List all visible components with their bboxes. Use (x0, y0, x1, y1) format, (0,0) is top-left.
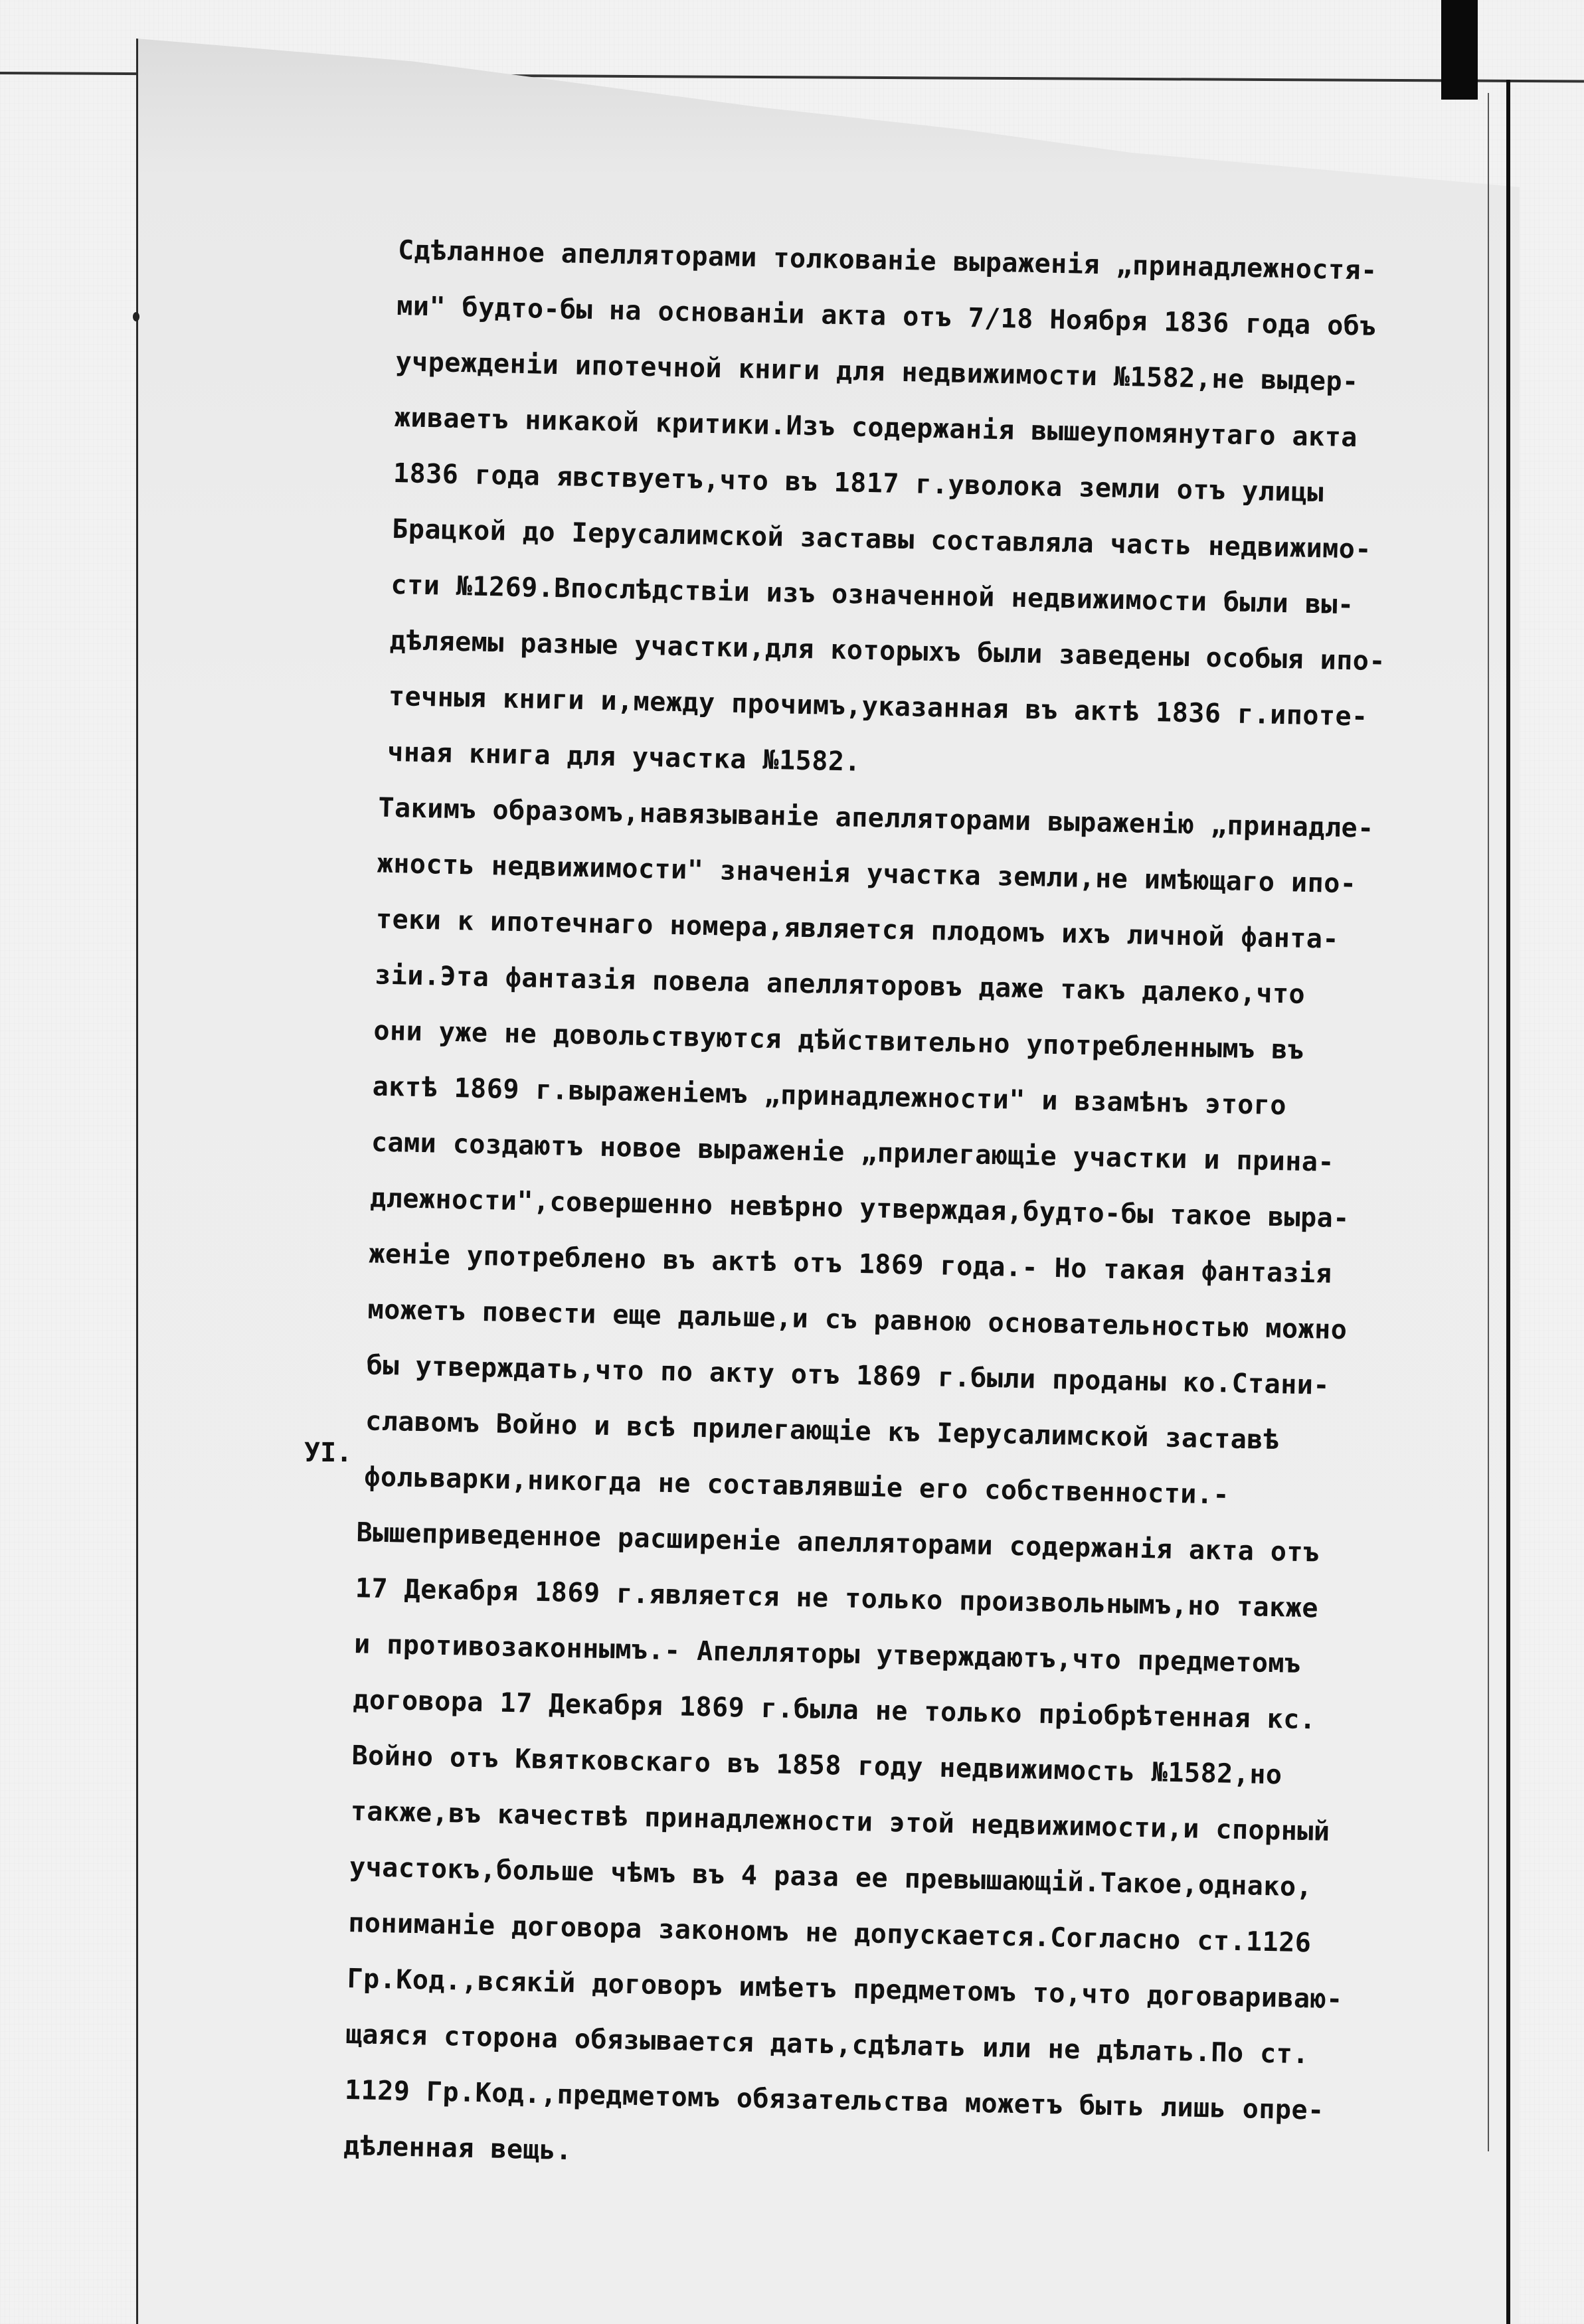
text-line: сами создаютъ новое выраженіе „прилегающіе участки и прина- (371, 1127, 1335, 1178)
text-line: договора 17 Декабря 1869 г.была не только пріобрѣтенная кс. (352, 1685, 1316, 1736)
typewritten-body (343, 222, 1500, 2197)
text-line: Гр.Код.,всякій договоръ имѣетъ предметомъ то,что договариваю- (347, 1963, 1344, 2015)
text-line: бы утверждать,что по акту отъ 1869 г.были проданы ко.Стани- (366, 1350, 1330, 1401)
punch-hole-mark (133, 312, 139, 321)
text-line: щаяся сторона обязывается дать,сдѣлать или не дѣлать.По ст. (345, 2019, 1310, 2070)
text-line: течныя книги и,между прочимъ,указанная въ актѣ 1836 г.ипоте- (388, 681, 1369, 732)
text-line: можетъ повести еще дальше,и съ равною основательностью можно (367, 1294, 1348, 1346)
binding-strip (1441, 0, 1478, 100)
text-line: Такимъ образомъ,навязываніе апелляторами выраженію „принадле- (378, 792, 1375, 844)
paragraph-2 (364, 780, 1490, 1529)
text-line: Войно отъ Квятковскаго въ 1858 году недвижимость №1582,но (351, 1740, 1282, 1791)
text-line: зіи.Эта фантазія повела апелляторовъ даже такъ далеко,что (374, 959, 1306, 1010)
text-line: сти №1269.Впослѣдствіи изъ означенной недвижимости были вы- (391, 569, 1355, 621)
text-line: актѣ 1869 г.выраженіемъ „принадлежности" и взамѣнъ этого (372, 1071, 1287, 1121)
text-line: жность недвижимости" значенія участка земли,не имѣющаго ипо- (377, 848, 1357, 900)
text-line: участокъ,больше чѣмъ въ 4 раза ее превышающій.Такое,однако, (349, 1852, 1313, 1903)
text-line: чная книга для участка №1582. (387, 736, 861, 778)
text-line: живаетъ никакой критики.Изъ содержанія вышеупомянутаго акта (394, 402, 1358, 454)
section-number: УІ. (304, 1438, 353, 1468)
text-line: фольварки,никогда не составлявшіе его собственности.- (363, 1461, 1230, 1511)
text-line: пониманіе договора закономъ не допускается.Согласно ст.1126 (347, 1907, 1312, 1959)
text-line: они уже не довольствуются дѣйствительно употребленнымъ въ (373, 1015, 1304, 1066)
text-line: длежности",совершенно невѣрно утверждая,будто-бы такое выра- (369, 1183, 1350, 1234)
text-line: 1129 Гр.Код.,предметомъ обязательства можетъ быть лишь опре- (344, 2074, 1325, 2126)
text-line: Вышеприведенное расширеніе апелляторами содержанія акта отъ (356, 1517, 1320, 1568)
text-line: ми" будто-бы на основаніи акта отъ 7/18 Ноября 1836 года объ (396, 290, 1377, 342)
paragraph-3 (343, 1505, 1474, 2197)
text-line: женіе употреблено въ актѣ отъ 1869 года.- Но такая фантазія (368, 1238, 1332, 1289)
paragraph-1 (387, 222, 1500, 803)
text-line: Брацкой до Іерусалимской заставы составляла часть недвижимо- (391, 513, 1372, 565)
text-line: также,въ качествѣ принадлежности этой недвижимости,и спорный (350, 1796, 1330, 1847)
text-line: славомъ Войно и всѣ прилегающіе къ Іерусалимской заставѣ (365, 1406, 1280, 1456)
text-line: и противозаконнымъ.- Апелляторы утверждаютъ,что предметомъ (353, 1629, 1302, 1679)
text-line: 1836 года явствуетъ,что въ 1817 г.уволока земли отъ улицы (393, 457, 1324, 509)
text-line: дѣленная вещь. (343, 2130, 572, 2167)
text-line: дѣляемы разные участки,для которыхъ были заведены особыя ипо- (389, 625, 1386, 677)
text-line: учрежденіи ипотечной книги для недвижимости №1582,не выдер- (395, 346, 1360, 398)
text-line: теки к ипотечнаго номера,является плодомъ ихъ личной фанта- (375, 904, 1340, 955)
text-line: 17 Декабря 1869 г.является не только произвольнымъ,но также (355, 1573, 1319, 1624)
page-right-edge (1506, 80, 1510, 2324)
text-line: Сдѣланное апелляторами толкованіе выраженія „принадлежностя- (397, 234, 1378, 286)
